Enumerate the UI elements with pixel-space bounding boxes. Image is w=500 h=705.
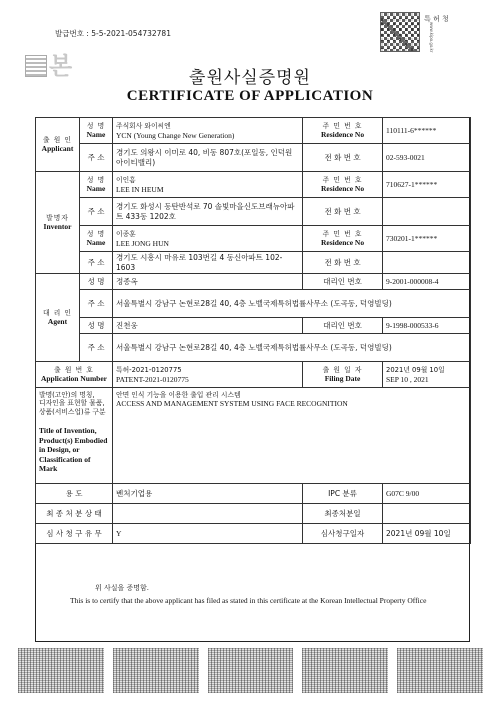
- usage-value: 벤처기업용: [113, 484, 303, 504]
- agent-2-address-row: [36, 334, 471, 362]
- exam-request-date-label: 심사청구일자: [303, 524, 383, 544]
- applicant-address: 경기도 의왕시 이미로 40, 비동 807호(포일동, 인덕원아이티밸리): [113, 144, 303, 172]
- name-label: 성 명: [80, 318, 113, 334]
- inventor-1-residence-no: 710627-1******: [383, 172, 471, 198]
- filing-date: 2021년 09월 10일 SEP 10 , 2021: [383, 362, 471, 388]
- agent-label: 대 리 인 Agent: [36, 274, 80, 362]
- final-date-value: [383, 504, 471, 524]
- applicant-label: 출 원 인 Applicant: [36, 118, 80, 172]
- applicant-name: 주식회사 와이씨엔 YCN (Young Change New Generation): [113, 118, 303, 144]
- usage-row: [36, 484, 471, 504]
- exam-request-value: Y: [113, 524, 303, 544]
- agent-1-address-row: [36, 290, 471, 318]
- agent-2-agent-no: 9-1998-000533-6: [383, 318, 471, 334]
- inventor-2-address-row: [36, 252, 471, 274]
- document-title-korean: 출원사실증명원: [189, 68, 311, 88]
- confirmation-korean: 위 사실을 증명함.: [95, 584, 150, 592]
- kipo-side-text: www.kipo.go.kr: [429, 22, 434, 53]
- final-status-row: [36, 504, 471, 524]
- address-label: 주 소: [80, 252, 113, 274]
- invention-title: 안면 인식 기능을 이용한 출입 관리 시스템 ACCESS AND MANAGEMENT SYSTEM USING FACE RECOGNITION: [113, 388, 471, 484]
- name-label: 성 명: [80, 274, 113, 290]
- final-status-label: 최 종 처 분 상 태: [36, 504, 113, 524]
- address-label: 주 소: [80, 290, 113, 318]
- application-number-row: [36, 362, 471, 388]
- security-pattern: [18, 648, 104, 693]
- inventor-2-name: 이종훈 LEE JONG HUN: [113, 226, 303, 252]
- applicant-name-row: [36, 118, 471, 144]
- confirmation-english: This is to certify that the above applicant has filed as stated in this certificate at the Korean Intellectual Property Office: [70, 596, 427, 605]
- kipo-logo: 특 허 청: [424, 15, 449, 23]
- inventor-2-address: 경기도 시흥시 마유로 103번길 4 동신아파트 102-1603: [113, 252, 303, 274]
- ipc-value: G07C 9/00: [383, 484, 471, 504]
- security-pattern: [302, 648, 388, 693]
- invention-title-row: [36, 388, 471, 484]
- address-label: 주 소: [80, 144, 113, 172]
- inventor-1-phone: [383, 198, 471, 226]
- residence-label: 주 민 번 호 Residence No: [303, 172, 383, 198]
- final-date-label: 최종처분일: [303, 504, 383, 524]
- name-label: 성 명 Name: [80, 172, 113, 198]
- applicant-address-row: [36, 144, 471, 172]
- inventor-1-address: 경기도 화성시 동탄반석로 70 솔빛마을신도브래뉴아파트 433동 1202호: [113, 198, 303, 226]
- phone-label: 전 화 번 호: [303, 198, 383, 226]
- inventor-1-name: 이인흠 LEE IN HEUM: [113, 172, 303, 198]
- agent-1-address: 서울특별시 강남구 논현로28길 40, 4층 노벨국제특허법률사무소 (도곡동, 덕영빌딩): [113, 290, 471, 318]
- security-barcode-strip: [18, 648, 483, 693]
- final-status-value: [113, 504, 303, 524]
- name-label: 성 명 Name: [80, 226, 113, 252]
- applicant-residence-no: 110111-6******: [383, 118, 471, 144]
- exam-request-row: [36, 524, 471, 544]
- agent-1-name: 정종옥: [113, 274, 303, 290]
- exam-request-label: 심 사 청 구 유 무: [36, 524, 113, 544]
- agent-1-name-row: [36, 274, 471, 290]
- address-label: 주 소: [80, 334, 113, 362]
- usage-label: 용 도: [36, 484, 113, 504]
- invention-title-label: 발명(고안)의 명칭, 디자인을 표현할 물품, 상품(서비스업)류 구분 Title of Invention, Product(s) Embodied in Design, or Classification of Mark: [36, 388, 113, 484]
- agent-2-address: 서울특별시 강남구 논현로28길 40, 4층 노벨국제특허법률사무소 (도곡동, 덕영빌딩): [113, 334, 471, 362]
- application-number-label: 출 원 번 호 Application Number: [36, 362, 113, 388]
- ipc-label: IPC 분류: [303, 484, 383, 504]
- agent-1-agent-no: 9-2001-000008-4: [383, 274, 471, 290]
- phone-label: 전 화 번 호: [303, 144, 383, 172]
- security-pattern: [113, 648, 199, 693]
- applicant-phone: 02-593-0021: [383, 144, 471, 172]
- stamp-character: 본: [49, 52, 73, 80]
- issue-number: 발급번호 : 5-5-2021-054732781: [55, 29, 171, 38]
- filing-date-label: 출 원 일 자 Filing Date: [303, 362, 383, 388]
- security-pattern: [208, 648, 294, 693]
- residence-label: 주 민 번 호 Residence No: [303, 118, 383, 144]
- application-number: 특허-2021-0120775 PATENT-2021-0120775: [113, 362, 303, 388]
- name-label: 성 명 Name: [80, 118, 113, 144]
- qr-code: [380, 12, 420, 52]
- phone-label: 전 화 번 호: [303, 252, 383, 274]
- agent-no-label: 대리인 번호: [303, 318, 383, 334]
- inventor-label: 발명자 Inventor: [36, 172, 80, 274]
- inventor-2-phone: [383, 252, 471, 274]
- agent-2-name-row: [36, 318, 471, 334]
- certificate-table: [35, 117, 471, 544]
- agent-no-label: 대리인 번호: [303, 274, 383, 290]
- agent-2-name: 진천웅: [113, 318, 303, 334]
- security-pattern: [397, 648, 483, 693]
- exam-request-date-value: 2021년 09월 10일: [383, 524, 471, 544]
- address-label: 주 소: [80, 198, 113, 226]
- inventor-2-name-row: [36, 226, 471, 252]
- residence-label: 주 민 번 호 Residence No: [303, 226, 383, 252]
- inventor-2-residence-no: 730201-1******: [383, 226, 471, 252]
- inventor-1-address-row: [36, 198, 471, 226]
- inventor-1-name-row: [36, 172, 471, 198]
- document-title-english: CERTIFICATE OF APPLICATION: [126, 88, 374, 104]
